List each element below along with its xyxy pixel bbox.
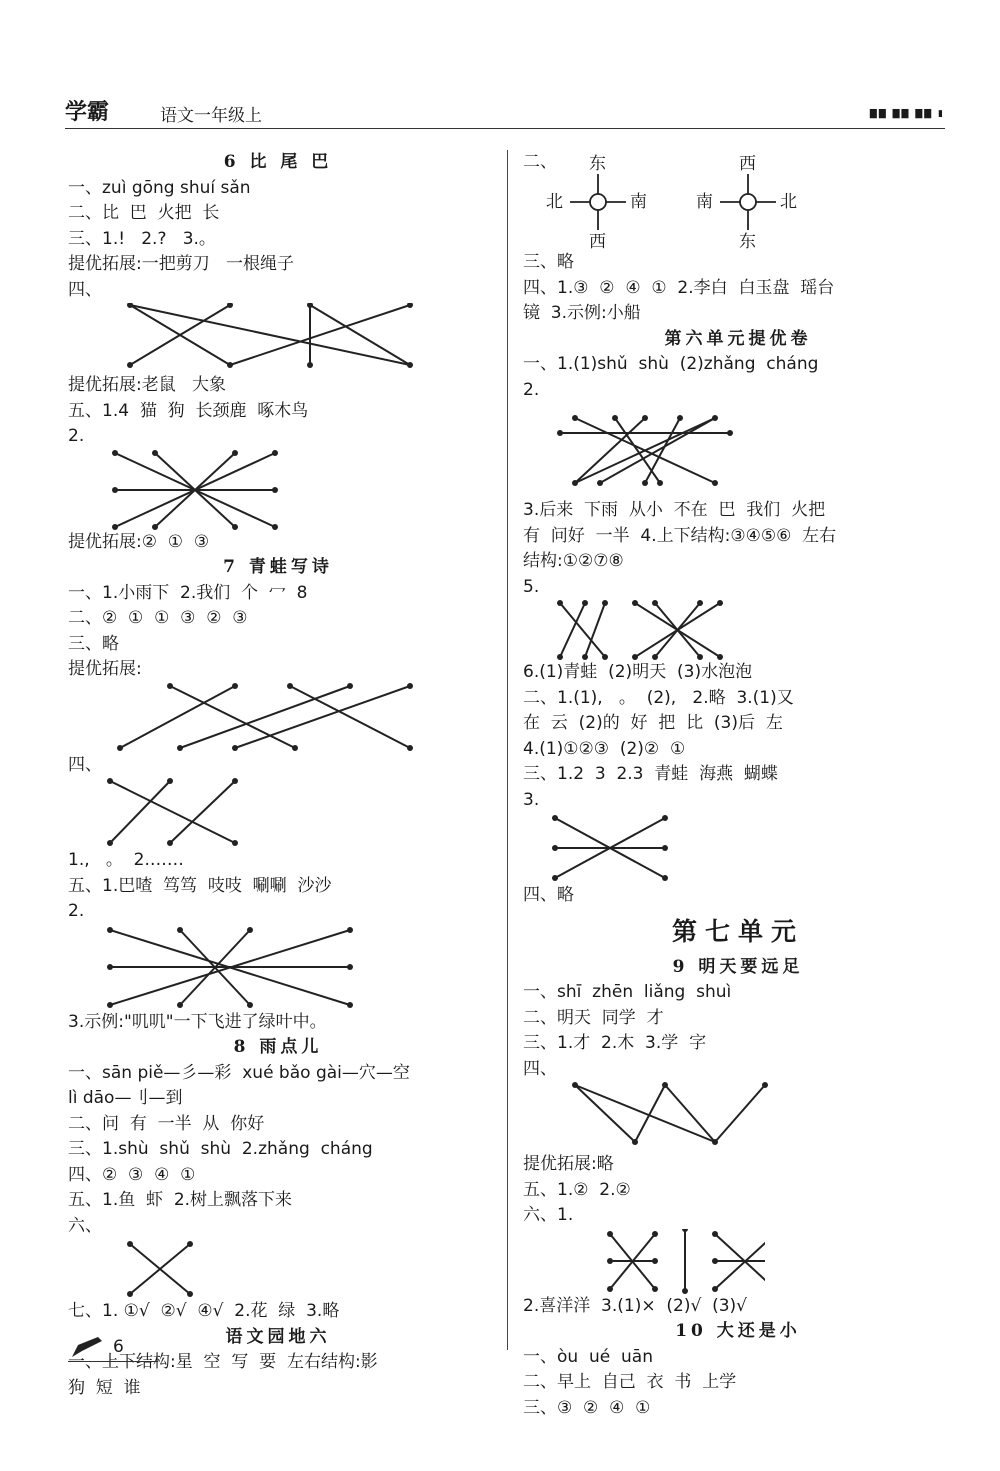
answer-line: 三、1.shù shǔ shù 2.zhǎng cháng — [68, 1139, 373, 1159]
connector-dot — [347, 964, 353, 970]
figure-block — [68, 778, 488, 848]
connector-dot — [107, 964, 113, 970]
answer-line: 一、shī zhēn liǎng shuì — [523, 982, 732, 1002]
connector-dot — [697, 600, 703, 606]
answer-line: 1., 。 2.…… — [68, 850, 184, 870]
answer-line: 提优拓展:② ① ③ — [68, 531, 210, 552]
connector-dot — [652, 600, 658, 606]
answer-line: 五、1.鱼 虾 2.树上飘落下来 — [68, 1190, 293, 1210]
connector-line — [170, 781, 235, 843]
question-label: 六、1. — [523, 1205, 574, 1225]
figure-block — [68, 303, 488, 373]
connector-line — [230, 305, 410, 365]
connector-line — [130, 305, 410, 365]
connector-dot — [712, 415, 718, 421]
figure-block — [68, 1239, 488, 1299]
answer-line: 一、上下结构:星 空 写 要 左右结构:影 — [68, 1352, 378, 1372]
figure-block — [523, 1229, 953, 1294]
connector-dot — [112, 524, 118, 530]
connector-dot — [107, 927, 113, 933]
matching-figure-r3 — [545, 813, 675, 883]
connector-dot — [167, 840, 173, 846]
compass-bottom-label: 西 — [589, 232, 606, 252]
answer-line: 3.示例:"叽叽"一下飞进了绿叶中。 — [68, 1011, 327, 1032]
compass-left-label: 南 — [696, 192, 713, 212]
connector-dot — [582, 600, 588, 606]
connector-line — [645, 418, 680, 483]
section-title: 第六单元提优卷 — [664, 328, 812, 349]
matching-figure-r2 — [545, 403, 745, 498]
answer-line: 一、sān piě—彡—彩 xué bǎo gài—穴—空 — [68, 1062, 410, 1083]
compass-top-label: 东 — [589, 154, 606, 174]
figure-block — [523, 403, 953, 498]
connector-dot — [112, 487, 118, 493]
header-badges: ▇▇ ▇▇ ▇▇ ▮ — [869, 109, 945, 119]
answer-line: 在 云 (2)的 好 把 比 (3)后 左 — [523, 713, 783, 733]
answer-line: 结构:①②⑦⑧ — [523, 551, 624, 571]
connector-dot — [717, 600, 723, 606]
question-label: 2. — [523, 379, 540, 400]
connector-dot — [232, 745, 238, 751]
connector-line — [120, 686, 235, 748]
page-header — [65, 95, 945, 135]
answer-line: 2.喜洋洋 3.(1)× (2)√ (3)√ — [523, 1295, 748, 1316]
question-label: 四、 — [68, 754, 102, 775]
connector-dot — [117, 745, 123, 751]
question-label: 5. — [523, 576, 540, 597]
answer-line: 三、1.才 2.木 3.学 字 — [523, 1033, 707, 1053]
connector-line — [110, 781, 235, 843]
connector-dot — [597, 480, 603, 486]
figure-block — [523, 813, 953, 883]
question-label: 四、 — [523, 1058, 557, 1079]
figure-block — [68, 683, 488, 753]
connector-dot — [347, 1002, 353, 1008]
question-label: 四、 — [68, 279, 102, 300]
connector-dot — [407, 362, 413, 368]
left-column — [68, 150, 488, 1401]
connector-dot — [632, 1139, 638, 1145]
header-rule — [65, 128, 945, 129]
connector-dot — [657, 480, 663, 486]
connector-dot — [612, 415, 618, 421]
answer-line: 提优拓展:老鼠 大象 — [68, 375, 226, 395]
question-label: 提优拓展: — [68, 659, 142, 679]
matching-figure-r5 — [545, 600, 745, 660]
connector-dot — [607, 1286, 613, 1292]
connector-dot — [712, 1139, 718, 1145]
connector-dot — [712, 1231, 718, 1237]
answer-line: 五、1.4 猫 狗 长颈鹿 啄木鸟 — [68, 400, 309, 421]
connector-line — [290, 686, 410, 748]
connector-dot — [107, 1002, 113, 1008]
connector-line — [635, 1085, 665, 1142]
footer-rule — [68, 1361, 158, 1362]
answer-line: 三、1.! 2.? 3.。 — [68, 228, 216, 249]
connector-dot — [572, 1082, 578, 1088]
book-title: 语文一年级上 — [160, 106, 262, 126]
connector-dot — [602, 600, 608, 606]
answer-line: 四、略 — [523, 885, 574, 905]
connector-dot — [127, 1241, 133, 1247]
section-title: 语文园地六 — [225, 1326, 331, 1347]
connector-line — [560, 603, 605, 657]
answer-line: 二、② ① ① ③ ② ③ — [68, 608, 248, 628]
connector-dot — [642, 415, 648, 421]
connector-line — [575, 418, 645, 483]
answer-line: 四、② ③ ④ ① — [68, 1164, 196, 1185]
section-title: 第七单元 — [671, 916, 804, 946]
answer-line: 一、òu ué uān — [523, 1346, 653, 1367]
connector-dot — [187, 1241, 193, 1247]
answer-line: 提优拓展:一把剪刀 一根绳子 — [68, 254, 294, 274]
connector-line — [665, 1085, 715, 1142]
answer-line: 四、1.③ ② ④ ① 2.李白 白玉盘 瑶台 — [523, 277, 835, 298]
connector-dot — [167, 683, 173, 689]
connector-dot — [662, 875, 668, 881]
connector-dot — [407, 683, 413, 689]
connector-dot — [287, 683, 293, 689]
section-title: 7 青蛙写诗 — [223, 557, 333, 577]
answer-line: 二、1.(1), 。 (2), 2.略 3.(1)又 — [523, 687, 794, 708]
figure-block — [68, 925, 488, 1010]
connector-line — [575, 1085, 635, 1142]
answer-line: 二、问 有 一半 从 你好 — [68, 1113, 265, 1134]
answer-line: 三、略 — [523, 252, 574, 272]
matching-figure-l7c — [90, 925, 380, 1010]
connector-dot — [177, 1002, 183, 1008]
connector-line — [600, 418, 715, 483]
compass-right-label: 南 — [630, 192, 647, 212]
connector-line — [615, 418, 660, 483]
connector-dot — [677, 415, 683, 421]
connector-dot — [552, 845, 558, 851]
answer-line: 有 问好 一半 4.上下结构:③④⑤⑥ 左右 — [523, 525, 837, 546]
connector-line — [715, 1085, 765, 1142]
page-number: 6 — [113, 1337, 124, 1357]
connector-line — [310, 305, 410, 365]
connector-dot — [652, 1258, 658, 1264]
page-footer — [68, 1335, 168, 1365]
section-title: 8 雨点儿 — [233, 1037, 323, 1057]
matching-figure-l5 — [90, 450, 290, 530]
answer-line: 三、略 — [68, 633, 119, 654]
compass-top-label: 西 — [739, 154, 756, 174]
answer-line: 狗 短 谁 — [68, 1377, 141, 1398]
connector-dot — [232, 683, 238, 689]
connector-dot — [272, 487, 278, 493]
connector-dot — [232, 840, 238, 846]
compass-rose — [523, 150, 943, 250]
connector-dot — [727, 430, 733, 436]
connector-dot — [292, 745, 298, 751]
connector-dot — [152, 524, 158, 530]
answer-line: 一、zuì gōng shuí sǎn — [68, 177, 251, 198]
question-label: 2. — [68, 426, 85, 446]
answer-line: lì dāo—刂—到 — [68, 1088, 183, 1108]
compass-center — [740, 194, 756, 210]
matching-figure-l4 — [90, 303, 420, 373]
answer-line: 三、1.2 3 2.3 青蛙 海燕 蝴蝶 — [523, 764, 778, 784]
connector-dot — [247, 1002, 253, 1008]
connector-dot — [712, 480, 718, 486]
compass-answers — [523, 150, 953, 250]
question-label: 2. — [68, 901, 85, 921]
answer-line: 五、1.巴喳 笃笃 吱吱 唰唰 沙沙 — [68, 875, 332, 896]
right-column — [523, 150, 953, 1421]
connector-dot — [607, 1231, 613, 1237]
connector-line — [170, 686, 295, 748]
connector-dot — [552, 875, 558, 881]
question-label: 六、 — [68, 1215, 102, 1236]
question-label: 3. — [523, 789, 540, 810]
pencil-icon — [68, 1335, 108, 1361]
connector-dot — [127, 362, 133, 368]
connector-dot — [682, 1288, 688, 1294]
matching-figure-l8 — [90, 1239, 210, 1299]
connector-dot — [407, 745, 413, 751]
question-label: 二、 — [523, 152, 557, 172]
answer-line: 三、③ ② ④ ① — [523, 1397, 651, 1418]
connector-dot — [152, 450, 158, 456]
matching-figure-l7b — [90, 778, 270, 848]
connector-dot — [347, 683, 353, 689]
connector-dot — [407, 303, 413, 308]
connector-dot — [662, 845, 668, 851]
matching-figure-r9 — [545, 1082, 785, 1152]
section-title: 6 比 尾 巴 — [223, 152, 333, 172]
connector-dot — [652, 1231, 658, 1237]
connector-dot — [232, 450, 238, 456]
answer-line: 4.(1)①②③ (2)② ① — [523, 738, 686, 759]
answer-line: 提优拓展:略 — [523, 1154, 614, 1174]
answer-line: 五、1.② 2.② — [523, 1179, 631, 1200]
connector-dot — [762, 1082, 768, 1088]
figure-block — [68, 450, 488, 530]
answer-line: 6.(1)青蛙 (2)明天 (3)水泡泡 — [523, 662, 753, 682]
connector-dot — [107, 840, 113, 846]
connector-line — [110, 781, 170, 843]
connector-dot — [167, 778, 173, 784]
connector-dot — [632, 600, 638, 606]
connector-line — [575, 1085, 715, 1142]
compass-right-label: 北 — [780, 192, 797, 212]
connector-dot — [572, 415, 578, 421]
connector-dot — [272, 450, 278, 456]
connector-dot — [662, 815, 668, 821]
column-divider — [507, 150, 508, 1350]
connector-dot — [177, 927, 183, 933]
answer-line: 一、1.小雨下 2.我们 个 冖 8 — [68, 582, 308, 603]
connector-dot — [307, 362, 313, 368]
connector-dot — [712, 1286, 718, 1292]
connector-dot — [682, 1229, 688, 1232]
matching-figure-l7a — [90, 683, 420, 753]
connector-dot — [232, 778, 238, 784]
connector-line — [585, 603, 605, 657]
connector-dot — [557, 600, 563, 606]
connector-dot — [272, 524, 278, 530]
answer-line: 七、1. ①√ ②√ ④√ 2.花 绿 3.略 — [68, 1301, 340, 1321]
connector-dot — [127, 1291, 133, 1297]
connector-dot — [572, 480, 578, 486]
compass-left-label: 北 — [546, 192, 563, 212]
figure-block — [523, 600, 953, 660]
brand-logo: 学霸 — [65, 99, 110, 125]
connector-dot — [642, 480, 648, 486]
connector-dot — [712, 1258, 718, 1264]
connector-dot — [177, 745, 183, 751]
compass-bottom-label: 东 — [739, 232, 756, 252]
figure-block — [523, 1082, 953, 1152]
connector-dot — [232, 524, 238, 530]
connector-dot — [557, 430, 563, 436]
connector-dot — [227, 362, 233, 368]
connector-dot — [652, 1286, 658, 1292]
connector-dot — [347, 927, 353, 933]
connector-dot — [552, 815, 558, 821]
matching-figure-r9b — [545, 1229, 765, 1294]
answer-line: 镜 3.示例:小船 — [523, 303, 641, 323]
connector-dot — [112, 450, 118, 456]
connector-dot — [187, 1291, 193, 1297]
answer-line: 二、明天 同学 才 — [523, 1007, 664, 1028]
section-title: 9 明天要远足 — [672, 956, 804, 977]
connector-dot — [107, 778, 113, 784]
answer-line: 3.后来 下雨 从小 不在 巴 我们 火把 — [523, 500, 826, 520]
connector-dot — [662, 1082, 668, 1088]
answer-line: 一、1.(1)shǔ shù (2)zhǎng cháng — [523, 354, 819, 374]
answer-line: 二、早上 自己 衣 书 上学 — [523, 1372, 737, 1392]
answer-line: 二、比 巴 火把 长 — [68, 203, 220, 223]
connector-dot — [607, 1258, 613, 1264]
connector-dot — [247, 927, 253, 933]
section-title: 10 大还是小 — [675, 1321, 801, 1341]
